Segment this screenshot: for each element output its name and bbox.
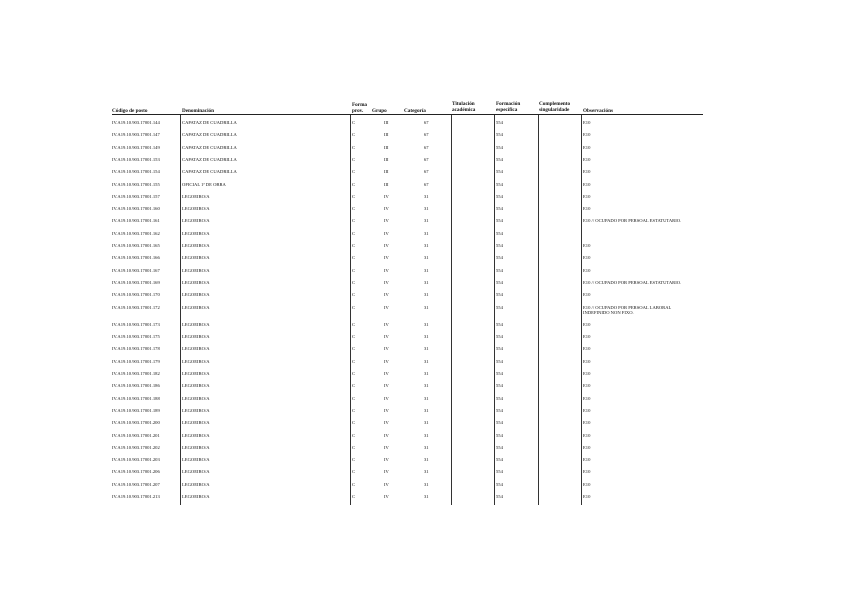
cell-observacions: E10 [583, 181, 591, 187]
cell-grupo: IV [384, 444, 389, 450]
cell-forma: C [352, 218, 356, 224]
header-formacion-line1: Formación [496, 101, 521, 107]
cell-formacion: 554 [496, 444, 503, 450]
cell-denominacion: LEGOEIRO/A [182, 444, 210, 450]
cell-formacion: 554 [496, 469, 503, 475]
cell-forma: C [352, 383, 356, 389]
cell-categoria: 67 [424, 144, 429, 150]
cell-forma: C [352, 206, 356, 212]
cell-denominacion: CAPATAZ DE CUADRILLA [182, 132, 237, 138]
cell-forma: C [352, 144, 356, 150]
cell-grupo: IV [384, 371, 389, 376]
cell-grupo: III [384, 181, 389, 187]
cell-grupo: IV [384, 267, 389, 273]
cell-observacions: E10 [583, 371, 591, 376]
cell-codigo: IV.A19.10.903.17001.203 [112, 457, 160, 463]
cell-observacions: E10 [583, 144, 591, 150]
cell-formacion: 554 [496, 230, 503, 236]
cell-observacions: E10 [583, 383, 591, 389]
cell-categoria: 31 [424, 481, 429, 487]
cell-forma: C [352, 181, 356, 187]
cell-observacions: E10 [583, 169, 591, 175]
cell-denominacion: LEGOEIRO/A [182, 494, 210, 499]
cell-formacion: 554 [496, 383, 503, 389]
column-separator [451, 115, 452, 505]
cell-denominacion: LEGOEIRO/A [182, 292, 210, 298]
cell-formacion: 554 [496, 218, 503, 224]
header-grupo: Grupo [372, 108, 387, 114]
cell-grupo: IV [384, 383, 389, 389]
cell-formacion: 554 [496, 206, 503, 212]
cell-forma: C [352, 420, 356, 426]
cell-denominacion: LEGOEIRO/A [182, 358, 210, 364]
cell-formacion: 554 [496, 481, 503, 487]
cell-categoria: 31 [424, 420, 429, 426]
cell-grupo: IV [384, 494, 389, 499]
cell-grupo: IV [384, 420, 389, 426]
cell-formacion: 554 [496, 279, 503, 285]
cell-codigo: IV.A19.10.903.17001.213 [112, 494, 160, 499]
cell-codigo: IV.A19.10.903.17001.206 [112, 469, 160, 475]
cell-forma: C [352, 279, 356, 285]
column-separator [538, 115, 539, 505]
cell-codigo: IV.A19.10.903.17001.167 [112, 267, 160, 273]
cell-observacions: E10 [583, 469, 591, 475]
cell-forma: C [352, 469, 356, 475]
cell-observacions: INDEFINIDO NON FIXO. [583, 309, 634, 315]
cell-observacions: E10 [583, 193, 591, 199]
cell-formacion: 554 [496, 120, 503, 125]
header-titulacion-line2: académica [452, 107, 476, 113]
cell-grupo: IV [384, 230, 389, 236]
cell-categoria: 31 [424, 267, 429, 273]
cell-grupo: IV [384, 279, 389, 285]
cell-observacions: E10 [583, 346, 591, 352]
cell-denominacion: LEGOEIRO/A [182, 206, 210, 212]
cell-observacions: E10 // OCUPADO POR PERSOAL ESTATUTARIO. [583, 279, 682, 285]
cell-categoria: 31 [424, 346, 429, 352]
cell-denominacion: CAPATAZ DE CUADRILLA [182, 120, 237, 125]
cell-codigo: IV.A19.10.903.17001.186 [112, 383, 160, 389]
cell-formacion: 554 [496, 420, 503, 426]
cell-codigo: IV.A19.10.903.17001.169 [112, 279, 160, 285]
cell-observacions: E10 [583, 243, 591, 248]
cell-codigo: IV.A19.10.903.17001.147 [112, 132, 160, 138]
cell-codigo: IV.A19.10.903.17001.161 [112, 218, 160, 224]
cell-denominacion: LEGOEIRO/A [182, 321, 210, 327]
cell-grupo: IV [384, 255, 389, 261]
cell-categoria: 31 [424, 206, 429, 212]
cell-grupo: IV [384, 407, 389, 413]
cell-categoria: 31 [424, 371, 429, 376]
cell-observacions: E10 [583, 444, 591, 450]
cell-codigo: IV.A19.10.903.17001.149 [112, 144, 160, 150]
cell-denominacion: LEGOEIRO/A [182, 383, 210, 389]
cell-observacions: E10 // OCUPADO POR PERSOAL ESTATUTARIO. [583, 218, 682, 224]
cell-denominacion: LEGOEIRO/A [182, 346, 210, 352]
cell-codigo: IV.A19.10.903.17001.162 [112, 230, 160, 236]
cell-formacion: 554 [496, 407, 503, 413]
cell-grupo: IV [384, 457, 389, 463]
cell-codigo: IV.A19.10.903.17001.166 [112, 255, 160, 261]
cell-denominacion: LEGOEIRO/A [182, 407, 210, 413]
cell-formacion: 554 [496, 494, 503, 499]
cell-formacion: 554 [496, 304, 503, 310]
cell-categoria: 31 [424, 444, 429, 450]
header-complemento-line1: Complemento [539, 101, 571, 107]
cell-codigo: IV.A19.10.903.17001.175 [112, 334, 160, 340]
cell-observacions: E10 [583, 156, 591, 162]
cell-forma: C [352, 255, 356, 261]
cell-formacion: 554 [496, 346, 503, 352]
cell-categoria: 31 [424, 255, 429, 261]
cell-forma: C [352, 395, 356, 401]
cell-grupo: IV [384, 469, 389, 475]
cell-codigo: IV.A19.10.903.17001.170 [112, 292, 160, 298]
cell-grupo: III [384, 144, 389, 150]
cell-grupo: IV [384, 481, 389, 487]
column-separator [581, 115, 582, 505]
cell-formacion: 554 [496, 156, 503, 162]
cell-forma: C [352, 132, 356, 138]
cell-formacion: 554 [496, 395, 503, 401]
cell-observacions: E10 [583, 206, 591, 212]
cell-denominacion: LEGOEIRO/A [182, 469, 210, 475]
cell-formacion: 554 [496, 371, 503, 376]
cell-categoria: 31 [424, 334, 429, 340]
cell-categoria: 67 [424, 120, 429, 125]
cell-observacions: E10 [583, 321, 591, 327]
cell-forma: C [352, 457, 356, 463]
cell-categoria: 31 [424, 321, 429, 327]
cell-categoria: 67 [424, 132, 429, 138]
cell-codigo: IV.A19.10.903.17001.200 [112, 420, 160, 426]
cell-observacions: E10 // OCUPADO POR PERSOAL LABORAL [583, 304, 672, 310]
cell-categoria: 31 [424, 292, 429, 298]
cell-observacions: E10 [583, 432, 591, 438]
cell-observacions: E10 [583, 120, 591, 125]
cell-codigo: IV.A19.10.903.17001.189 [112, 407, 160, 413]
cell-grupo: IV [384, 395, 389, 401]
cell-codigo: IV.A19.10.903.17001.165 [112, 243, 160, 248]
cell-denominacion: LEGOEIRO/A [182, 432, 210, 438]
cell-observacions: E10 [583, 481, 591, 487]
cell-formacion: 554 [496, 144, 503, 150]
cell-denominacion: LEGOEIRO/A [182, 334, 210, 340]
cell-categoria: 31 [424, 407, 429, 413]
cell-observacions: E10 [583, 358, 591, 364]
cell-grupo: IV [384, 321, 389, 327]
header-forma-line1: Forma [352, 102, 367, 108]
cell-codigo: IV.A19.10.903.17001.160 [112, 206, 160, 212]
cell-grupo: IV [384, 218, 389, 224]
cell-grupo: IV [384, 193, 389, 199]
cell-formacion: 554 [496, 181, 503, 187]
cell-observacions: E10 [583, 407, 591, 413]
cell-grupo: IV [384, 334, 389, 340]
cell-categoria: 31 [424, 304, 429, 310]
cell-forma: C [352, 169, 356, 175]
cell-observacions: E10 [583, 334, 591, 340]
cell-grupo: IV [384, 432, 389, 438]
cell-formacion: 554 [496, 193, 503, 199]
cell-denominacion: LEGOEIRO/A [182, 230, 210, 236]
cell-forma: C [352, 444, 356, 450]
cell-formacion: 554 [496, 169, 503, 175]
cell-forma: C [352, 267, 356, 273]
cell-grupo: III [384, 120, 389, 125]
cell-denominacion: LEGOEIRO/A [182, 457, 210, 463]
cell-categoria: 67 [424, 169, 429, 175]
header-formacion-line2: específica [496, 107, 518, 113]
cell-categoria: 31 [424, 358, 429, 364]
cell-observacions: E10 [583, 132, 591, 138]
column-separator [494, 115, 495, 505]
cell-codigo: IV.A19.10.903.17001.154 [112, 169, 160, 175]
cell-denominacion: CAPATAZ DE CUADRILLA [182, 144, 237, 150]
cell-formacion: 554 [496, 457, 503, 463]
cell-codigo: IV.A19.10.903.17001.144 [112, 120, 160, 125]
cell-denominacion: LEGOEIRO/A [182, 279, 210, 285]
cell-codigo: IV.A19.10.903.17001.155 [112, 181, 160, 187]
cell-denominacion: LEGOEIRO/A [182, 420, 210, 426]
cell-denominacion: LEGOEIRO/A [182, 267, 210, 273]
cell-categoria: 31 [424, 279, 429, 285]
cell-forma: C [352, 193, 356, 199]
column-separator [350, 115, 351, 505]
cell-formacion: 554 [496, 321, 503, 327]
cell-forma: C [352, 230, 356, 236]
cell-forma: C [352, 358, 356, 364]
header-observacions: Observacións [583, 108, 613, 114]
cell-grupo: III [384, 169, 389, 175]
cell-categoria: 31 [424, 383, 429, 389]
cell-forma: C [352, 481, 356, 487]
cell-formacion: 554 [496, 267, 503, 273]
cell-codigo: IV.A19.10.903.17001.153 [112, 156, 160, 162]
cell-forma: C [352, 346, 356, 352]
cell-forma: C [352, 304, 356, 310]
cell-categoria: 31 [424, 469, 429, 475]
header-denominacion: Denominación [182, 108, 214, 114]
cell-codigo: IV.A19.10.903.17001.173 [112, 321, 160, 327]
cell-denominacion: CAPATAZ DE CUADRILLA [182, 156, 237, 162]
cell-grupo: IV [384, 243, 389, 248]
header-rule [112, 114, 703, 115]
cell-observacions: E10 [583, 292, 591, 298]
cell-formacion: 554 [496, 255, 503, 261]
cell-categoria: 31 [424, 457, 429, 463]
cell-codigo: IV.A19.10.903.17001.178 [112, 346, 160, 352]
cell-grupo: IV [384, 358, 389, 364]
cell-denominacion: LEGOEIRO/A [182, 371, 210, 376]
cell-codigo: IV.A19.10.903.17001.157 [112, 193, 160, 199]
cell-forma: C [352, 334, 356, 340]
cell-forma: C [352, 371, 356, 376]
cell-formacion: 554 [496, 292, 503, 298]
cell-denominacion: LEGOEIRO/A [182, 481, 210, 487]
cell-observacions: E10 [583, 267, 591, 273]
cell-denominacion: LEGOEIRO/A [182, 193, 210, 199]
cell-observacions: E10 [583, 420, 591, 426]
cell-denominacion: OFICIAL 1ª DE OBRA [182, 181, 226, 187]
cell-forma: C [352, 292, 356, 298]
cell-grupo: III [384, 156, 389, 162]
cell-grupo: IV [384, 304, 389, 310]
cell-observacions: E10 [583, 494, 591, 499]
cell-observacions: E10 [583, 395, 591, 401]
cell-codigo: IV.A19.10.903.17001.188 [112, 395, 160, 401]
cell-codigo: IV.A19.10.903.17001.179 [112, 358, 160, 364]
cell-denominacion: LEGOEIRO/A [182, 243, 210, 248]
cell-formacion: 554 [496, 358, 503, 364]
cell-forma: C [352, 432, 356, 438]
cell-codigo: IV.A19.10.903.17001.172 [112, 304, 160, 310]
cell-categoria: 67 [424, 181, 429, 187]
cell-forma: C [352, 243, 356, 248]
cell-observacions: E10 [583, 457, 591, 463]
cell-denominacion: LEGOEIRO/A [182, 395, 210, 401]
cell-grupo: IV [384, 346, 389, 352]
cell-categoria: 31 [424, 193, 429, 199]
cell-denominacion: LEGOEIRO/A [182, 218, 210, 224]
cell-forma: C [352, 120, 356, 125]
cell-forma: C [352, 321, 356, 327]
cell-forma: C [352, 407, 356, 413]
cell-grupo: IV [384, 292, 389, 298]
cell-categoria: 67 [424, 156, 429, 162]
cell-codigo: IV.A19.10.903.17001.202 [112, 444, 160, 450]
cell-observacions: E10 [583, 255, 591, 261]
cell-denominacion: CAPATAZ DE CUADRILLA [182, 169, 237, 175]
cell-categoria: 31 [424, 230, 429, 236]
header-forma-line2: prov. [352, 108, 364, 114]
header-complemento-line2: singularidade [539, 107, 570, 113]
cell-codigo: IV.A19.10.903.17001.182 [112, 371, 160, 376]
cell-categoria: 31 [424, 243, 429, 248]
column-separator [180, 115, 181, 505]
cell-formacion: 554 [496, 132, 503, 138]
cell-denominacion: LEGOEIRO/A [182, 304, 210, 310]
cell-grupo: IV [384, 206, 389, 212]
header-titulacion-line1: Titulación [452, 101, 475, 107]
cell-forma: C [352, 156, 356, 162]
cell-formacion: 554 [496, 432, 503, 438]
cell-codigo: IV.A19.10.903.17001.207 [112, 481, 160, 487]
cell-grupo: III [384, 132, 389, 138]
cell-denominacion: LEGOEIRO/A [182, 255, 210, 261]
cell-codigo: IV.A19.10.903.17001.201 [112, 432, 160, 438]
cell-categoria: 31 [424, 432, 429, 438]
cell-categoria: 31 [424, 218, 429, 224]
cell-categoria: 31 [424, 494, 429, 499]
cell-forma: C [352, 494, 356, 499]
cell-categoria: 31 [424, 395, 429, 401]
header-categoria: Categoría [404, 108, 426, 114]
cell-formacion: 554 [496, 243, 503, 248]
cell-formacion: 554 [496, 334, 503, 340]
header-codigo: Código de posto [112, 108, 148, 114]
